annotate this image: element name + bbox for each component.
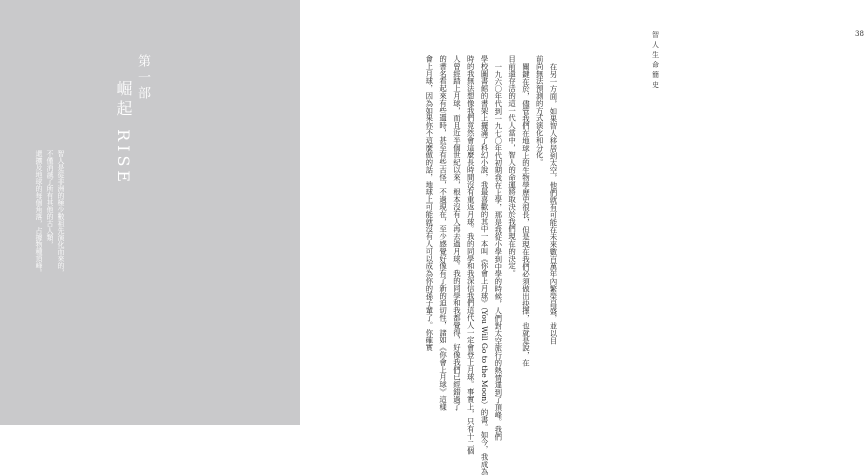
page-number: 38 xyxy=(855,30,864,38)
body-line: 會上月球，因為如果你不這麼做的話，地球上可能就沒有人可以成為你的孫子輩了。你確實 xyxy=(424,55,434,351)
running-head: 智人生命簡史 xyxy=(652,31,659,89)
body-text xyxy=(422,55,560,475)
body-line: 目前還存活的這一代人當中，智人的命運將取決於我們現在的決定。 xyxy=(507,55,517,277)
body-line: 的書名看起來有些過時，甚至有些古怪，不過現在，至少感覺好像有了新的迫切性，諸如《你會上月球》這樣 xyxy=(438,55,448,411)
body-line: 時的我無法想像我們竟然會這麼長時間沒有重返月球。我的同學和我深信我們這代人一定會登上月球。事實上，只有十二個 xyxy=(466,55,476,455)
intro-line: 還擴及地球的每個角落，占據物種頂峰。 xyxy=(35,150,43,276)
body-line: 前尚無法預測的方式演化和分化。 xyxy=(535,55,545,166)
part-title: 崛起 RISE xyxy=(114,80,133,187)
left-page xyxy=(0,0,300,425)
intro-line: 不僅消滅了所有其他的古人類， xyxy=(46,150,54,248)
body-line: 關鍵在於，儘管我們在地球上的生物學歷史很長，但是現在我們必須做出抉擇，也就是說，在 xyxy=(521,63,531,367)
body-line: 在另一方面，如果智人移居到太空，他們就有可能在未來數百萬年內繁榮昌盛，並以目 xyxy=(549,63,558,345)
body-line: 學校圖書館的書架上擺滿了科幻小說，我最喜歡的其中一本叫《你會上月球》（You Will Go to the Moon）的書。如今，我成為 xyxy=(480,55,490,475)
body-line: 一九六〇年代到一九七〇年代初期我在上學，那是我從小學到中學的時候，人們對太空旅行的熱情達到了頂峰。我們 xyxy=(493,63,503,441)
intro-line: 智人是從非洲的極少數祖先演化而來的， xyxy=(57,150,65,276)
part-intro xyxy=(33,150,66,350)
part-label: 第一部 xyxy=(135,54,150,102)
body-line: 人曾經踏上月球，而且近半個世紀以來，根本沒有人再去過月球。我的同學和我都覺得，好像我們已經錯過了 xyxy=(452,55,462,411)
